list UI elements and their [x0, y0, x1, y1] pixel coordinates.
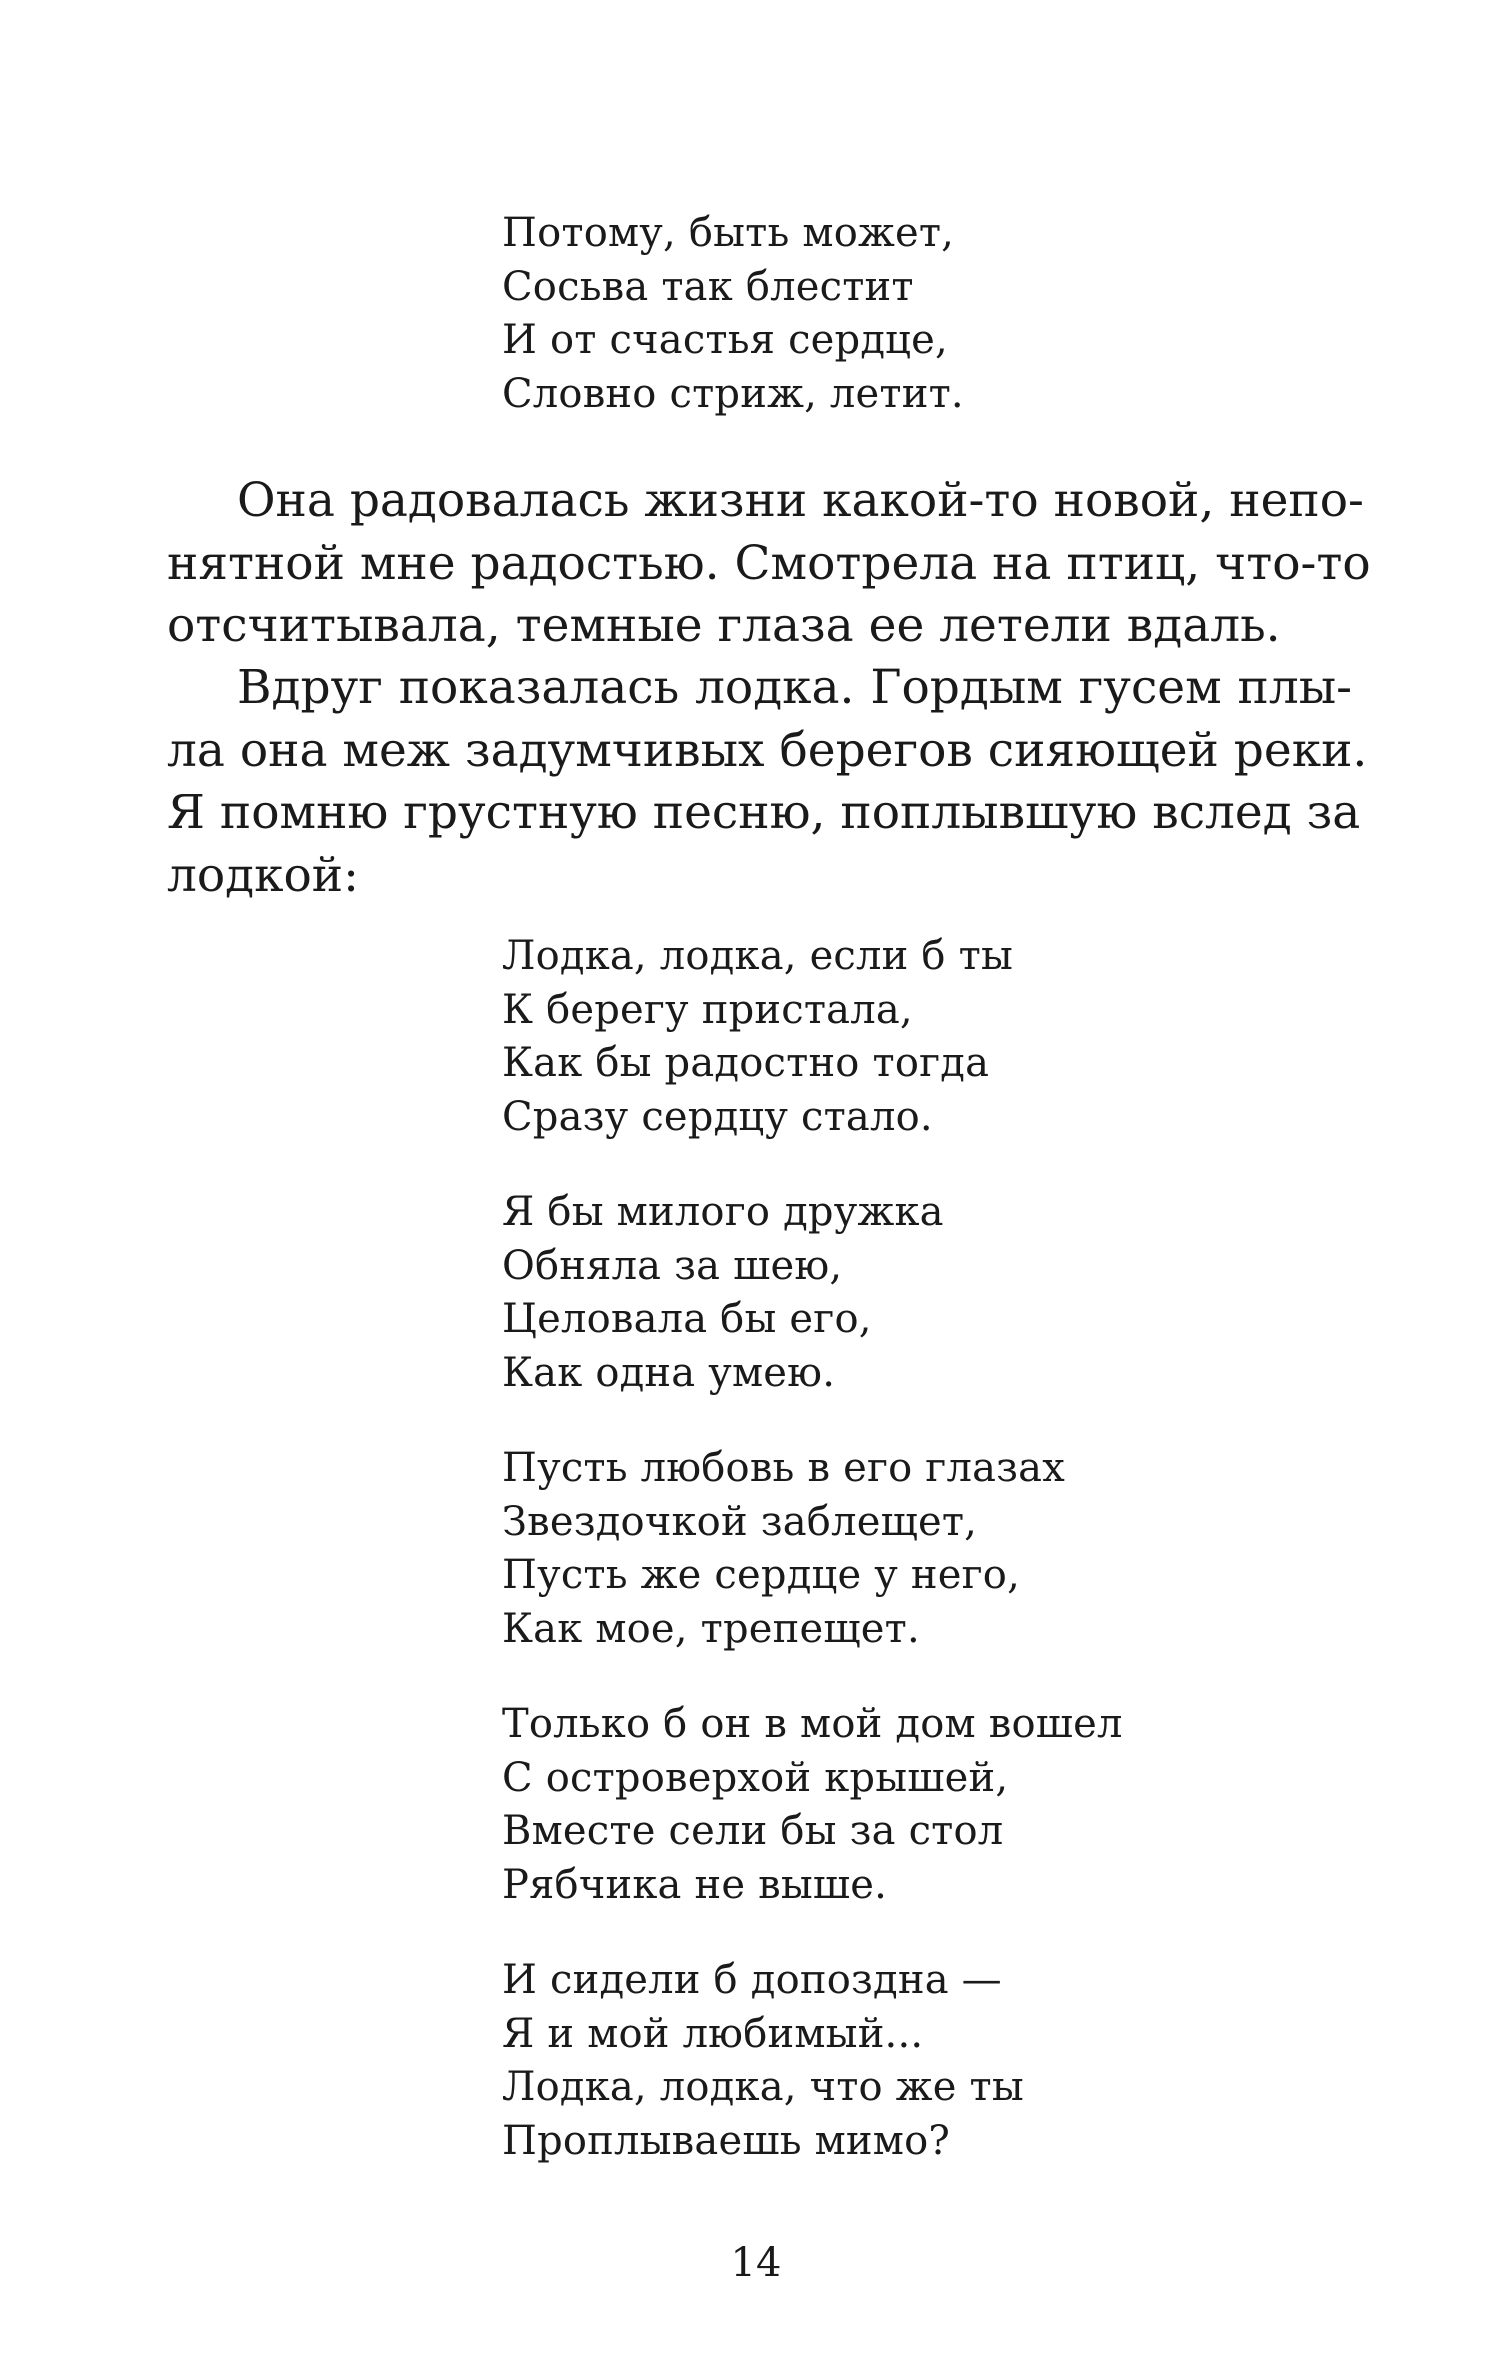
verse-line: Обняла за шею, [502, 1242, 843, 1289]
verse-line: Я бы милого дружка [502, 1189, 944, 1235]
verse-stanza [502, 207, 964, 421]
verse-line: Словно стриж, летит. [502, 370, 964, 417]
verse-line: Пусть же сердце у него, [502, 1552, 1020, 1598]
verse-line: Рябчика не выше. [502, 1861, 888, 1908]
song-stanza [502, 930, 1013, 1144]
verse-line: Только б он в мой дом вошел [502, 1701, 1123, 1747]
verse-line: Лодка, лодка, если б ты [502, 933, 1013, 979]
page-number: 14 [730, 2240, 782, 2286]
verse-line: И сидели б допоздна — [502, 1957, 1002, 2003]
paragraph-line: нятной мне радостью. Смотрела на птиц, что-то [167, 535, 1371, 591]
verse-line: Проплываешь мимо? [502, 2117, 951, 2164]
verse-line: Сразу сердцу стало. [502, 1093, 933, 1140]
verse-line: Сосьва так блестит [502, 263, 914, 310]
verse-line: Целовала бы его, [502, 1296, 872, 1342]
verse-line: С островерхой крышей, [502, 1754, 1009, 1801]
verse-line: Лодка, лодка, что же ты [502, 2064, 1024, 2110]
verse-line: Потому, быть может, [502, 210, 955, 256]
verse-line: Я и мой любимый... [502, 2010, 924, 2057]
paragraph-line: ла она меж задумчивых берегов сияющей реки. [167, 722, 1368, 778]
verse-line: Вместе сели бы за стол [502, 1808, 1004, 1854]
verse-line: Как одна умею. [502, 1349, 836, 1396]
song-stanza [502, 1442, 1065, 1656]
song-stanza [502, 1954, 1024, 2168]
verse-line: Звездочкой заблещет, [502, 1498, 978, 1545]
paragraph-line: отсчитывала, темные глаза ее летели вдаль. [167, 598, 1281, 653]
paragraph-line: лодкой: [167, 847, 359, 903]
song-stanza [502, 1186, 944, 1400]
paragraph-line: Я помню грустную песню, поплывшую вслед за [167, 785, 1361, 840]
verse-line: Как мое, трепещет. [502, 1605, 920, 1652]
verse-line: К берегу пристала, [502, 986, 913, 1033]
verse-line: Пусть любовь в его глазах [502, 1445, 1065, 1491]
verse-line: И от счастья сердце, [502, 317, 948, 363]
paragraph-line: Она радовалась жизни какой-то новой, непо- [237, 473, 1364, 528]
prose-paragraph [167, 657, 1368, 907]
paragraph-line: Вдруг показалась лодка. Гордым гусем плы- [237, 660, 1352, 715]
verse-line: Как бы радостно тогда [502, 1040, 990, 1086]
song-stanza [502, 1698, 1123, 1912]
prose-paragraph [167, 470, 1371, 658]
